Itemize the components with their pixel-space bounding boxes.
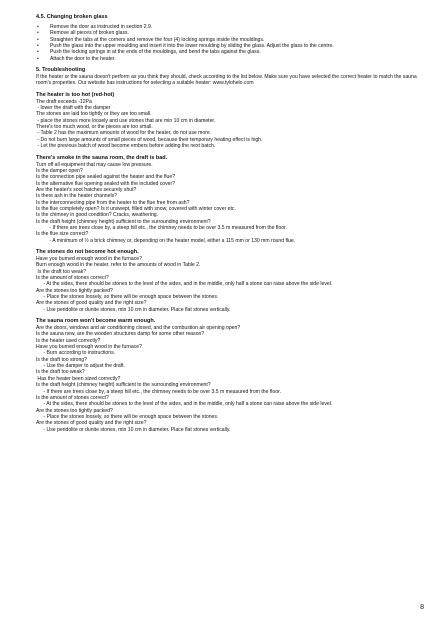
list-item: • Remove all pieces of broken glass. [36,30,420,36]
text-line: Is the damper open? [36,167,83,174]
section-heading: 4.5. Changing broken glass [36,14,108,20]
issue-heading: The sauna room won't become warm enough. [36,318,156,325]
text-line: - Table 2 has the maximum amounts of wood for the heater, do not use more. [36,130,212,137]
text-line: Are the stones of good quality and the right size? [36,300,147,307]
text-line: - Use peridolite or dunite stones, min 10 cm in diameter. Place flat stones vertically. [42,426,231,433]
text-line: Are the doors, windows and air conditioning closed, and the combustion air opening open? [36,325,241,332]
text-line: - Let the previous batch of wood become embers before adding the next batch. [36,143,216,150]
text-line: Is the connection pipe sealed against the heater and the flue? [36,174,176,181]
issue-heater-too-hot [36,92,420,150]
text-line: Is the draft height (chimney height) sufficient to the surrounding environment? [36,382,211,389]
page-number: 8 [420,604,424,611]
text-line: Burn enough wood in the heater, refer to the amounts of wood in Table 2. [36,262,201,269]
text-line: - Do not burn large amounts of small pieces of wood, because their temporary heating effect is high. [36,136,263,143]
issue-heading: The stones do not become hot enough. [36,248,139,255]
text-line: Are the stones too tightly packed? [36,287,113,294]
text-line: Has the heater been sized correctly? [36,375,121,382]
text-line: - Place the stones loosely, so there will be enough space between the stones. [42,294,219,301]
text-line: Are the stones too tightly packed? [36,407,113,414]
list-item: • Remove the door as instructed in section 2.9. [36,24,420,30]
issue-heading: There's smoke in the sauna room, the draft is bad. [36,154,168,161]
issue-heading: The heater is too hot (red-hot) [36,91,115,98]
text-line: Have you burned enough wood in the furnace? [36,344,142,351]
text-line: - Place the stones loosely, so there will be enough space between the stones. [42,413,219,420]
text-line: Are the stones of good quality and the right size? [36,420,147,427]
issue-smoke [36,155,420,244]
section-troubleshooting [36,67,420,87]
text-line: Is the draft too weak? [36,268,87,275]
list-item: • Straighten the tabs at the corners and remove the four (4) locking springs inside the mouldings. [36,37,420,43]
text-line: - place the stones more loosely and use stones that are min 10 cm in diameter. [36,117,216,124]
intro-paragraph: If the heater or the sauna doesn't perform as you think they should, check according to the list below. Make sure you have selected the correct heater to match the sauna room's properties. Our website has instructions for selecting a suitable heater: www.tylohelo.com [36,74,419,87]
issue-stones-not-hot [36,249,420,313]
text-line: - Use peridolite or dunite stones, min 10 cm in diameter. Place flat stones vertically. [42,306,231,313]
text-line: Is the amount of stones correct? [36,275,109,281]
text-line: Is the heater used correctly? [36,337,101,344]
text-line: Is the flue completely open? Is it unswept, filled with snow, covered with winter cover etc. [36,205,236,212]
document-page [36,14,420,433]
list-item: • Push the locking springs in at the ends of the mouldings, and bend the tabs against the glass. [36,49,420,55]
text-line: - A minimum of ½ a brick chimney or, depending on the heater model, either a 115 mm or 130 mm round flue. [48,237,296,244]
text-line: - Use the damper to adjust the draft. [42,363,125,370]
list-item: • Attach the door to the heater. [36,56,420,62]
text-line: Is the interconnecting pipe from the heater to the flue free from ash? [36,199,190,206]
text-line: Is the sauna new, are the wooden structures damp for some other reason? [36,331,205,338]
issue-room-not-warm [36,318,420,433]
section-changing-glass [36,14,420,62]
text-line: Is the alternative flue opening sealed with the included cover? [36,180,176,187]
text-line: - If there are trees close by, a steep hill etc., the chimney needs to be over 3.5 m measured from the floor. [48,224,287,231]
text-line: Is the amount of stones correct? [36,394,109,401]
list-item: • Push the glass into the upper moulding and insert it into the lower moulding by sliding the glass. Adjust the glass to the centre. [36,43,420,49]
text-line: Is the draft height (chimney height) sufficient to the surrounding environment? [36,218,211,225]
text-line: Is there ash in the heater channels? [36,193,117,200]
text-line: Is the draft too strong? [36,356,87,363]
text-line: Have you burned enough wood in the furnace? [36,255,142,262]
text-line: - lower the draft with the damper [36,105,111,112]
bullet-list [36,24,420,62]
text-line: Is the chimney in good condition? Cracks, weathering. [36,212,159,219]
text-line: The stones are laid too tightly or they are too small. [36,111,152,118]
section-heading: 5. Troubleshooting [36,67,86,74]
text-line: Is the draft too weak? [36,369,85,376]
text-line: - At the sides, there should be stones to the level of the sides, and in the middle, only half a stone can raise above the side level. [42,281,333,288]
text-line: Turn off all equipment that may cause low pressure. [36,161,153,168]
text-line: There's too much wood, or the pieces are too small. [36,124,153,131]
text-line: Is the flue size correct? [36,231,89,238]
text-line: - At the sides, there should be stones to the level of the sides, and in the middle, only half a stone can raise above the side level. [42,401,333,408]
text-line: - Burn according to instructions. [42,350,116,357]
text-line: The draft exceeds -12Pa [36,98,92,105]
text-line: Are the heater's soot hatches securely shut? [36,186,137,193]
text-line: - If there are trees close by, a steep hill etc., the chimney needs to be over 3.5 m measured from the floor. [42,388,281,395]
